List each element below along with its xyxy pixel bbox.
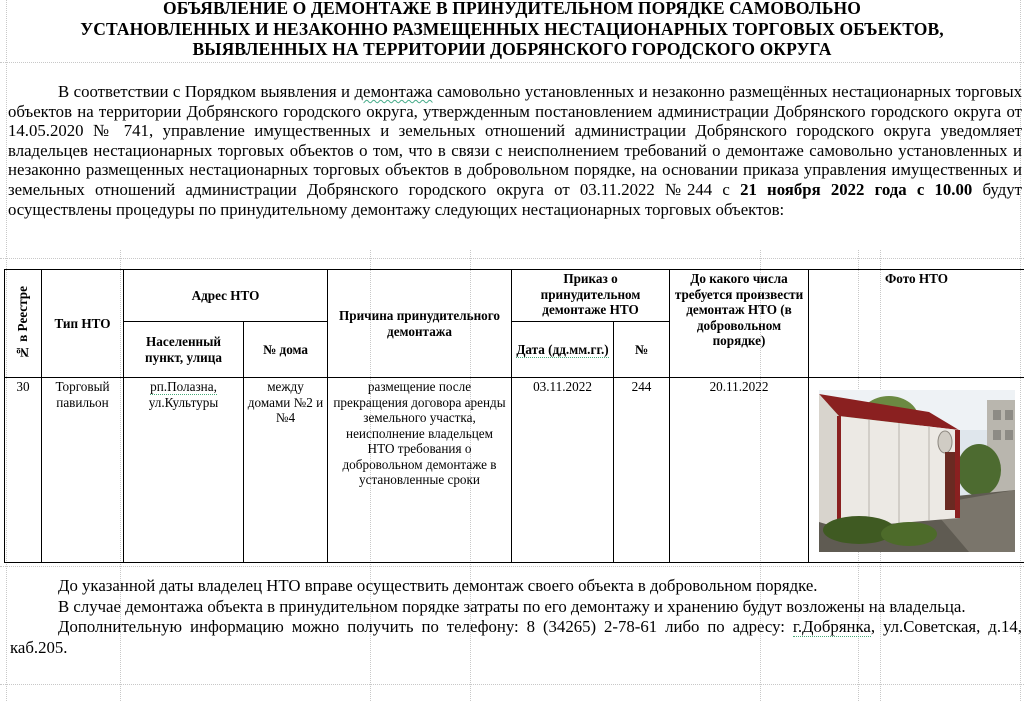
nto-photo: [819, 390, 1015, 552]
cell-registry-no: 30: [5, 378, 42, 563]
guide-line: [0, 258, 1024, 259]
cell-order-no: 244: [614, 378, 670, 563]
notice-title: [0, 0, 1024, 60]
intro-text: будут осуществлены процедуры по принудительному демонтажу следующих нестационарных торговых объектов:: [8, 179, 1022, 219]
cell-deadline: 20.11.2022: [670, 378, 809, 563]
intro-date-bold: 21 ноября 2022 года с 10.00: [740, 179, 973, 199]
guide-line: [0, 566, 1024, 567]
cell-reason: размещение после прекращения договора аренды земельного участка, неисполнение владельцем НТО требования о добровольном демонтаже в установленные сроки: [328, 378, 512, 563]
header-registry-no: № в Реестре: [5, 270, 42, 378]
footer-paragraphs: [10, 576, 1022, 658]
cell-order-date: 03.11.2022: [512, 378, 614, 563]
title-line-3: ВЫЯВЛЕННЫХ НА ТЕРРИТОРИИ ДОБРЯНСКОГО ГОРОДСКОГО ОКРУГА: [192, 39, 832, 59]
header-order-date: Дата (дд.мм.гг.): [512, 322, 614, 378]
intro-text: В соответствии с Порядком выявления и: [58, 82, 355, 101]
guide-line: [0, 62, 1024, 63]
header-settlement: Населенный пункт, улица: [124, 322, 244, 378]
header-house-no: № дома: [244, 322, 328, 378]
title-line-1: ОБЪЯВЛЕНИЕ О ДЕМОНТАЖЕ В ПРИНУДИТЕЛЬНОМ ПОРЯДКЕ САМОВОЛЬНО: [163, 0, 861, 18]
intro-paragraph: [8, 82, 1022, 219]
nto-table: [4, 269, 1024, 563]
title-line-2: УСТАНОВЛЕННЫХ И НЕЗАКОННО РАЗМЕЩЕННЫХ НЕСТАЦИОНАРНЫХ ТОРГОВЫХ ОБЪЕКТОВ,: [80, 18, 944, 39]
intro-text: самовольно установленных и незаконно размещённых нестационарных торговых объектов на территории Добрянского городского округа, утвержденным постановлением администрации Добрянского городского округа от 14.05.2020 № 741, управление имущественных и земельных отношений администрации Добрянского городского округа уведомляет владельцев нестационарных торговых объектов о том, что в связи с неисполнением требований о демонтаже самовольно установленных и незаконно размещенных нестационарных торговых объектов в добровольном порядке, на основании приказа управления имущественных и земельных отношений администрации Добрянского городского округа от 03.11.2022 №244 с: [8, 82, 1022, 199]
header-address: Адрес НТО: [124, 270, 328, 322]
table-row: [5, 378, 1024, 563]
header-photo: Фото НТО: [809, 270, 1024, 378]
intro-text-spellcheck: демонтажа: [354, 82, 433, 101]
footer-paragraph-1: До указанной даты владелец НТО вправе осуществить демонтаж своего объекта в добровольном порядке.: [58, 576, 818, 595]
header-order-no: №: [614, 322, 670, 378]
cell-settlement: рп.Полазна, ул.Культуры: [124, 378, 244, 563]
guide-line: [0, 684, 1024, 685]
cell-photo: [809, 378, 1024, 563]
header-reason: Причина принудительного демонтажа: [328, 270, 512, 378]
header-deadline: До какого числа требуется произвести демонтаж НТО (в добровольном порядке): [670, 270, 809, 378]
footer-paragraph-2: В случае демонтажа объекта в принудительном порядке затраты по его демонтажу и хранению будут возложены на владельца.: [58, 596, 966, 616]
cell-type: Торговый павильон: [42, 378, 124, 563]
header-type: Тип НТО: [42, 270, 124, 378]
cell-house-no: между домами №2 и №4: [244, 378, 328, 563]
header-order: Приказ о принудительном демонтаже НТО: [512, 270, 670, 322]
footer-paragraph-3: Дополнительную информацию можно получить по телефону: 8 (34265) 2-78-61 либо по адресу: г.Добрянка, ул.Советская, д.14, каб.205.: [10, 617, 1022, 657]
